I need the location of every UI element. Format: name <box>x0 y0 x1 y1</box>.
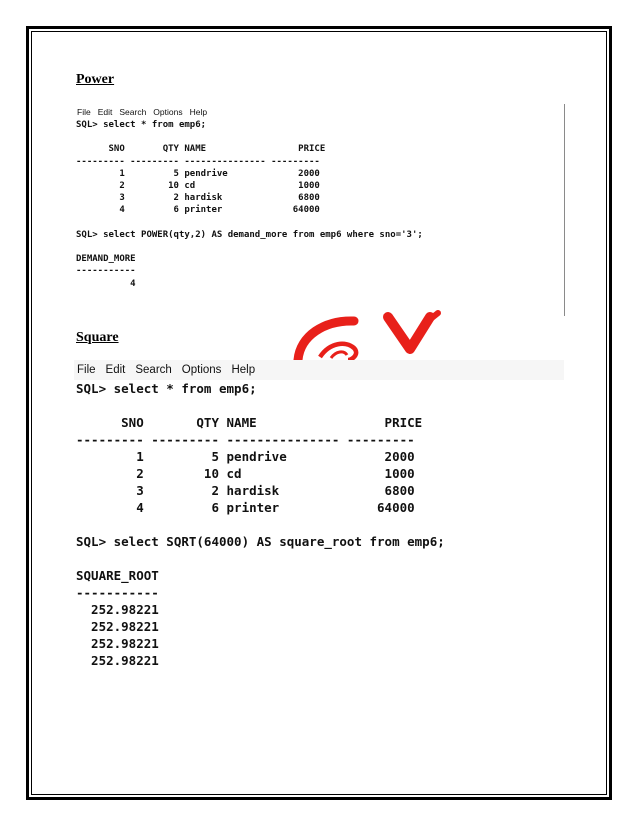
console-line <box>76 217 564 229</box>
menu-options[interactable]: Options <box>153 106 183 117</box>
console-line: DEMAND_MORE <box>76 254 136 265</box>
console-line: 3 2 hardisk 6800 <box>76 193 320 204</box>
watermark-logo-icon <box>276 308 476 360</box>
console-line: SNO QTY NAME PRICE <box>76 144 326 155</box>
console-line: 2 10 cd 1000 <box>76 181 320 192</box>
console-line: 4 <box>76 278 136 289</box>
sql-console-power <box>74 104 565 316</box>
console-line <box>76 131 564 143</box>
console-line <box>76 241 564 253</box>
console-line: SQUARE_ROOT <box>76 568 159 583</box>
console-line: 3 2 hardisk 6800 <box>76 483 415 498</box>
console-line: ----------- <box>76 266 136 277</box>
menu-options[interactable]: Options <box>181 364 222 376</box>
console-line <box>76 516 564 533</box>
console-line: SQL> select SQRT(64000) AS square_root from emp6; <box>76 534 445 549</box>
console-line: 252.98221 <box>76 653 159 668</box>
console-line: SQL> select POWER(qty,2) AS demand_more from emp6 where sno='3'; <box>76 229 423 240</box>
console-menubar <box>74 104 564 119</box>
console-output <box>74 119 564 290</box>
menu-help[interactable]: Help <box>231 364 256 376</box>
console-line: SQL> select * from emp6; <box>76 120 207 130</box>
menu-search[interactable]: Search <box>135 364 172 376</box>
menu-edit[interactable]: Edit <box>97 106 113 117</box>
console-line: 252.98221 <box>76 636 159 651</box>
console-line <box>76 397 564 414</box>
menu-edit[interactable]: Edit <box>105 364 126 376</box>
console-line: SNO QTY NAME PRICE <box>76 415 423 430</box>
console-line: 4 6 printer 64000 <box>76 205 320 216</box>
heading-power: Power <box>76 72 115 87</box>
console-output <box>74 380 564 669</box>
console-line: ----------- <box>76 585 159 600</box>
menu-search[interactable]: Search <box>119 106 147 117</box>
console-menubar <box>74 360 564 380</box>
sql-console-square <box>74 360 564 680</box>
heading-square: Square <box>76 330 119 345</box>
menu-file[interactable]: File <box>77 106 91 117</box>
menu-file[interactable]: File <box>77 364 96 376</box>
console-line: --------- --------- --------------- --------- <box>76 432 415 447</box>
console-line: 1 5 pendrive 2000 <box>76 449 415 464</box>
console-line: --------- --------- --------------- --------- <box>76 156 320 167</box>
console-line: 4 6 printer 64000 <box>76 500 415 515</box>
console-line: 2 10 cd 1000 <box>76 466 415 481</box>
menu-help[interactable]: Help <box>189 106 208 117</box>
console-line <box>76 550 564 567</box>
watermark-logo <box>276 308 476 360</box>
console-line: 252.98221 <box>76 619 159 634</box>
console-line: 1 5 pendrive 2000 <box>76 168 320 179</box>
console-line: 252.98221 <box>76 602 159 617</box>
console-line: SQL> select * from emp6; <box>76 381 257 396</box>
